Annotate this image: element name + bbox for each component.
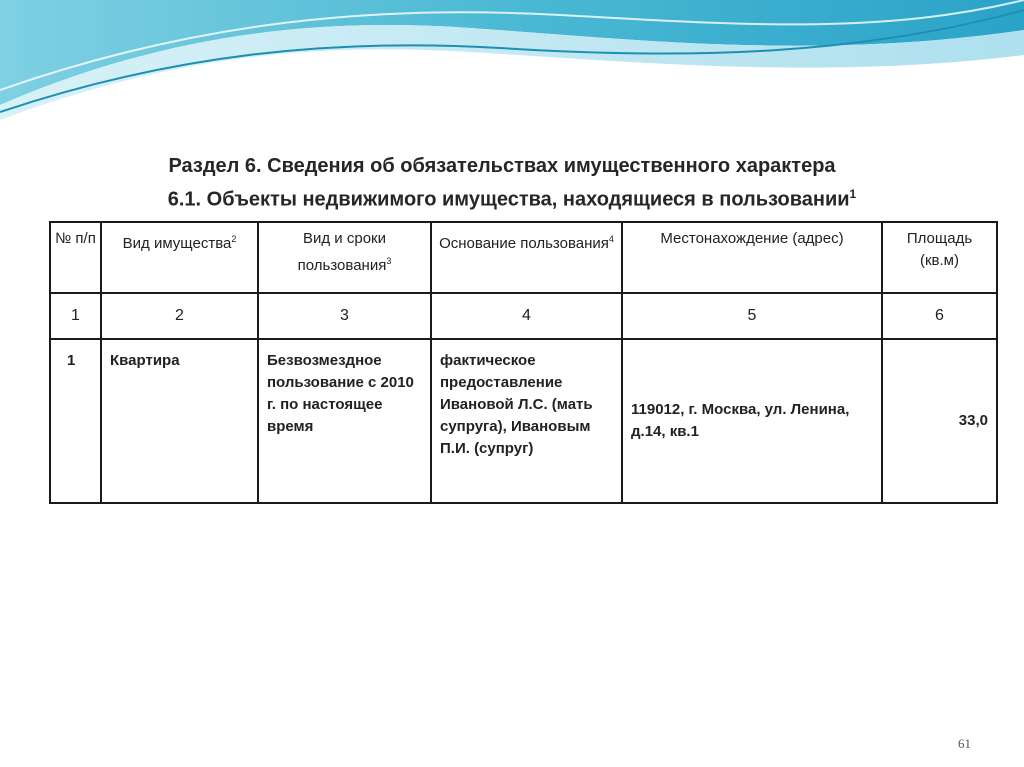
area-cell: 33,0: [882, 339, 997, 503]
column-number: 5: [622, 293, 882, 339]
column-number: 3: [258, 293, 431, 339]
header-cell-address: Местонахождение (адрес): [622, 222, 882, 293]
table-row: [50, 339, 997, 503]
column-number: 1: [50, 293, 101, 339]
usage-type-cell: Безвозмездное пользование с 2010 г. по настоящее время: [258, 339, 431, 503]
address-cell: 119012, г. Москва, ул. Ленина, д.14, кв.1: [622, 339, 882, 503]
column-number: 2: [101, 293, 258, 339]
column-number: 4: [431, 293, 622, 339]
column-number-row: [50, 293, 997, 339]
column-number: 6: [882, 293, 997, 339]
decorative-wave-header: [0, 0, 1024, 150]
header-cell-area: Площадь (кв.м): [882, 222, 997, 293]
row-number: 1: [50, 339, 101, 503]
title-footnote-marker: 1: [849, 187, 857, 201]
header-cell-number: № п/п: [50, 222, 101, 293]
property-type-cell: Квартира: [101, 339, 258, 503]
header-cell-usage-basis: Основание пользования$^4$: [431, 222, 622, 293]
subsection-heading: 6.1. Объекты недвижимого имущества, находящиеся в пользовании$^1$: [167, 187, 857, 211]
header-cell-property-type: Вид имущества$^2$: [101, 222, 258, 293]
section-title: [0, 152, 1024, 214]
section-heading: Раздел 6. Сведения об обязательствах имущественного характера: [168, 155, 836, 177]
usage-basis-cell: фактическое предоставление Ивановой Л.С. (мать супруга), Ивановым П.И. (супруг): [431, 339, 622, 503]
header-cell-usage-type: Вид и сроки пользования$^3$: [258, 222, 431, 293]
table-header-row: [50, 222, 997, 293]
real-estate-table: [49, 221, 998, 504]
page-number: 61: [958, 736, 971, 751]
